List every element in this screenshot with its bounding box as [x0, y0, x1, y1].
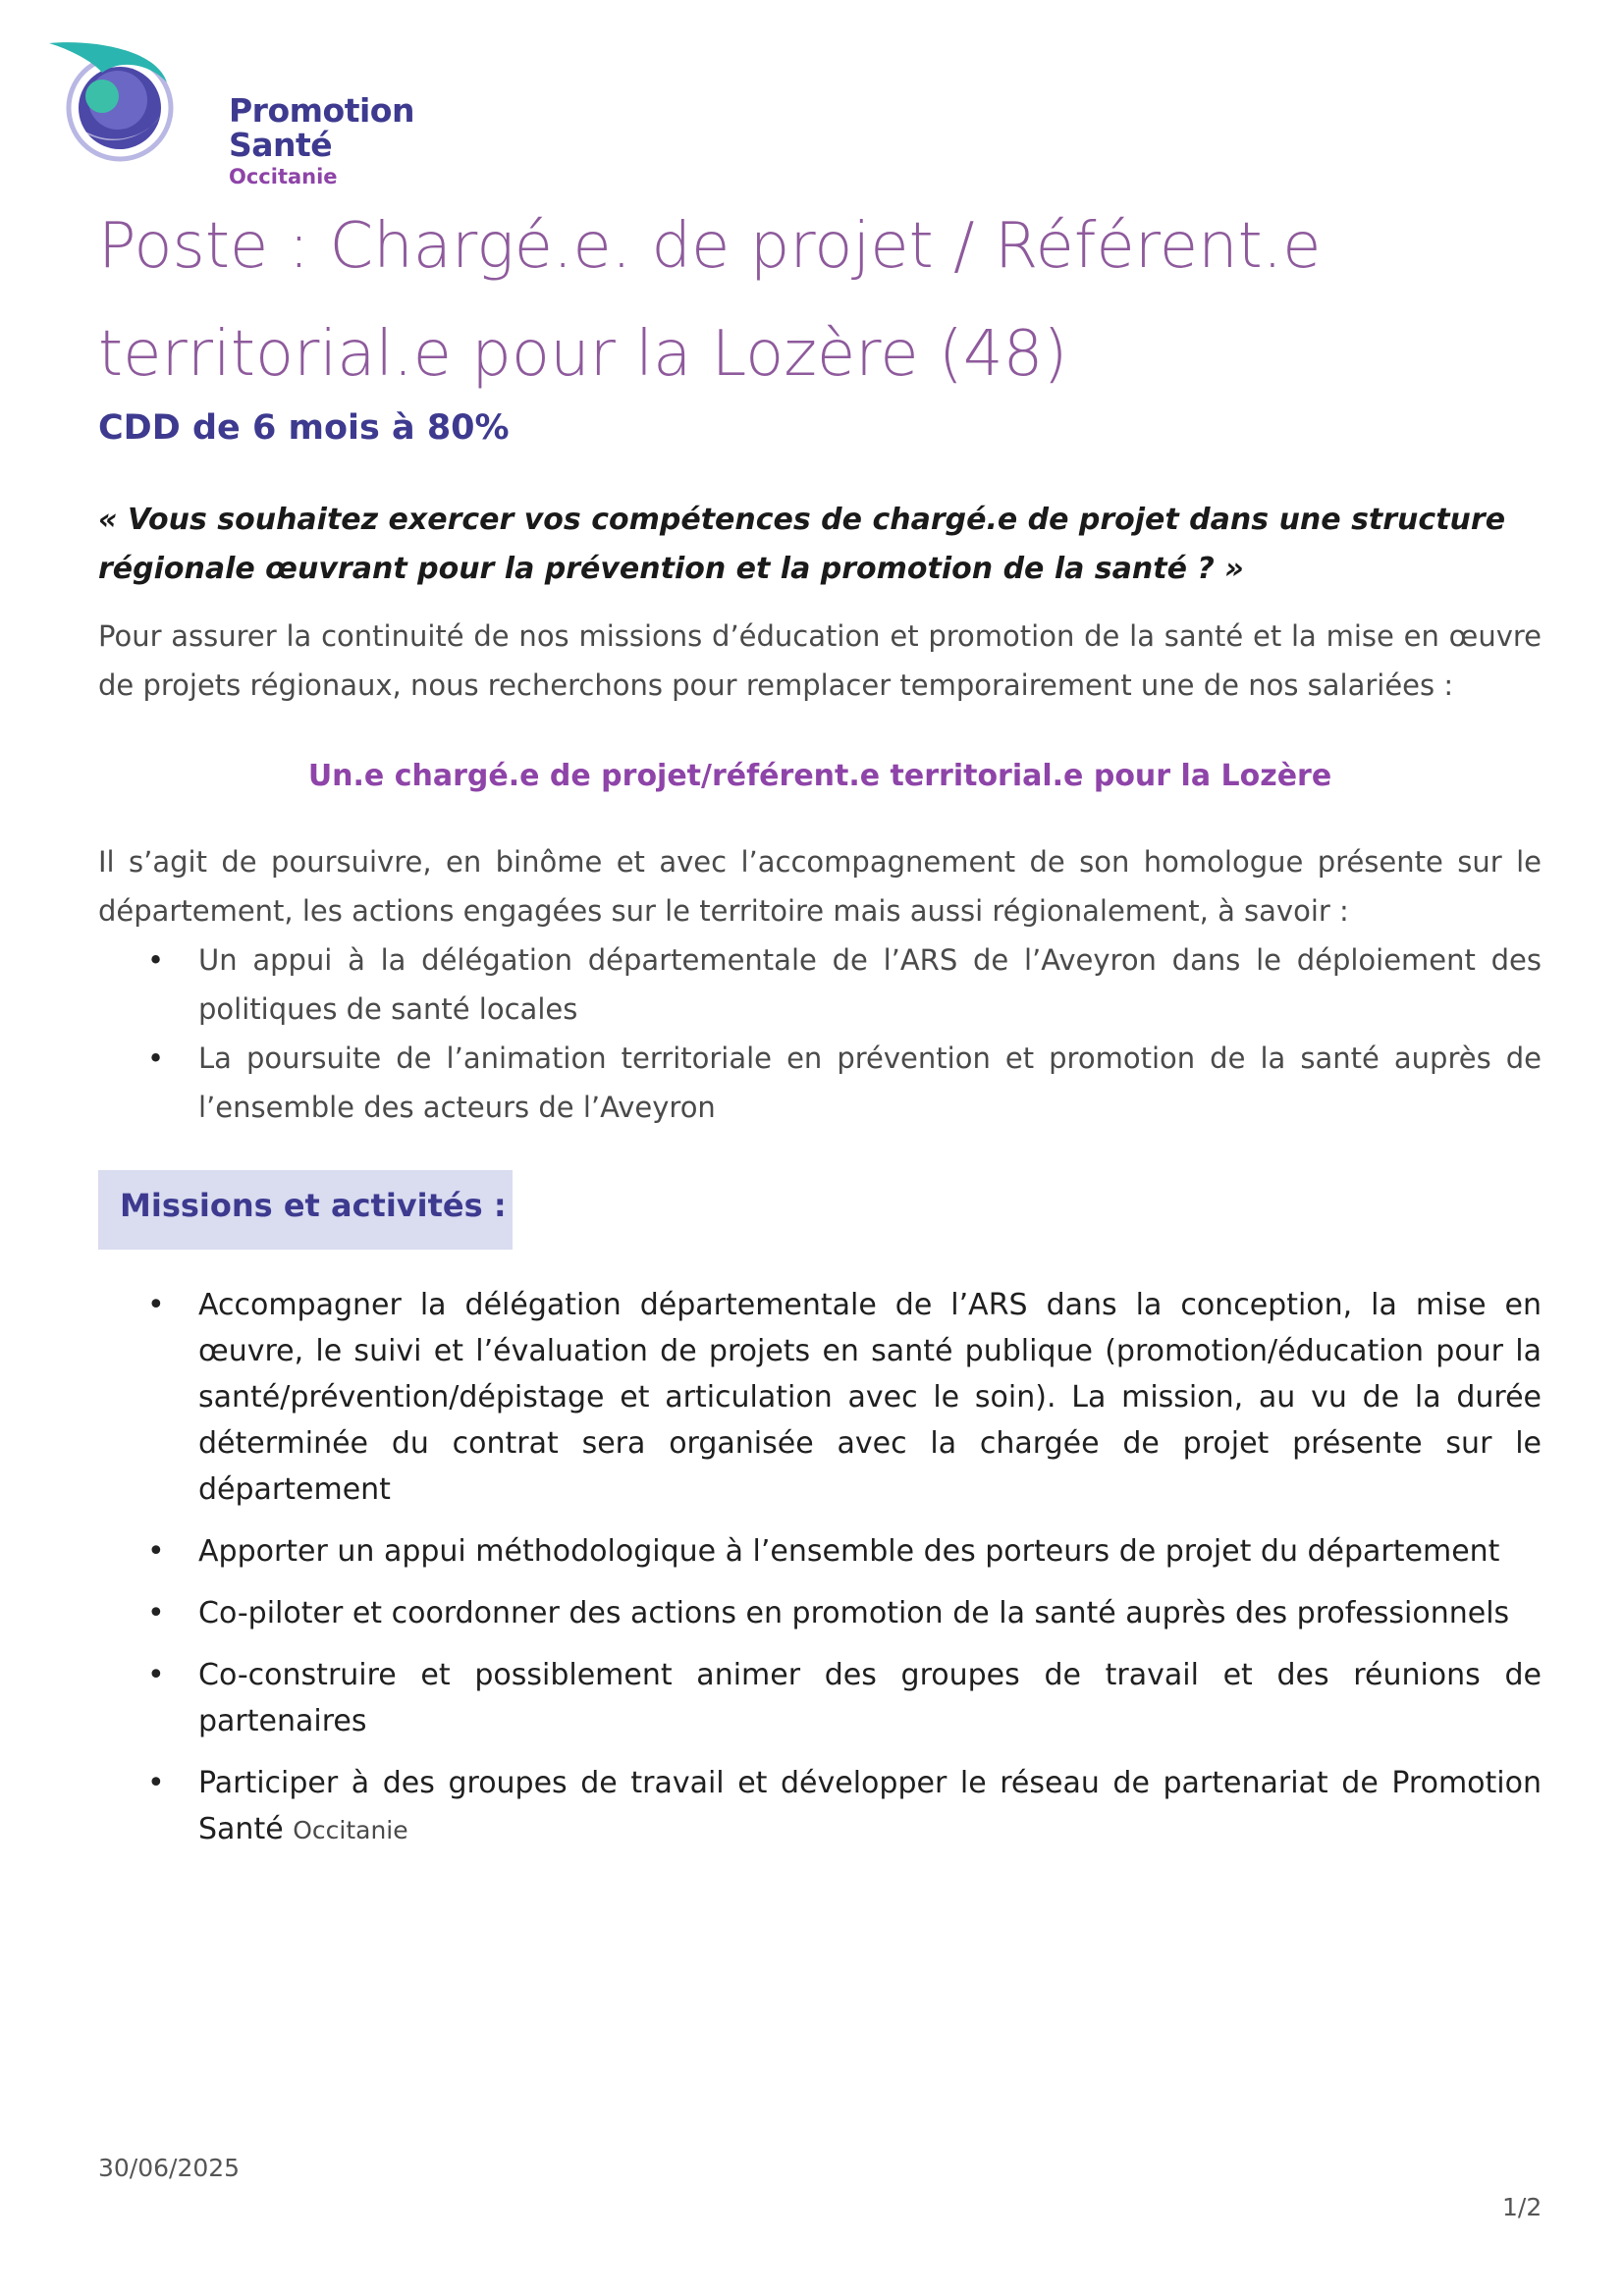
list-item: • Accompagner la délégation départementale de l’ARS dans la conception, la mise en œuvre, le suivi et l’évaluation de projets en santé publique (promotion/éducation pour la santé/prévention/dépistage et articulation avec le soin). La mission, au vu de la durée déterminée du contrat sera organisée avec la chargée de projet présente sur le département	[98, 1282, 1542, 1513]
context-list	[98, 935, 1542, 1132]
position-highlight: Un.e chargé.e de projet/référent.e territorial.e pour la Lozère	[307, 759, 1332, 793]
page-title: Poste : Chargé.e. de projet / Référent.e territorial.e pour la Lozère (48)	[98, 210, 1322, 391]
list-item: • Apporter un appui méthodologique à l’ensemble des porteurs de projet du département	[98, 1528, 1542, 1575]
list-item	[98, 1760, 1542, 1853]
logo-text	[229, 91, 414, 188]
context-paragraph: Il s’agit de poursuivre, en binôme et avec l’accompagnement de son homologue présente sur le département, les actions engagées sur le territoire mais aussi régionalement, à savoir :	[98, 845, 1542, 928]
brand-line1: Promotion	[229, 91, 414, 130]
section-title: Missions et activités :	[120, 1187, 507, 1224]
list-item-suffix: Occitanie	[293, 1816, 408, 1844]
brand-line3: Occitanie	[229, 165, 338, 188]
contract-subtitle: CDD de 6 mois à 80%	[98, 408, 510, 448]
list-item-text: Participer à des groupes de travail et développer le réseau de partenariat de Promotion Santé	[198, 1766, 1542, 1846]
list-item: • La poursuite de l’animation territoriale en prévention et promotion de la santé auprès de l’ensemble des acteurs de l’Aveyron	[98, 1034, 1542, 1132]
intro-paragraph: Pour assurer la continuité de nos missions d’éducation et promotion de la santé et la mise en œuvre de projets régionaux, nous recherchons pour remplacer temporairement une de nos salariées :	[98, 619, 1542, 702]
footer-date: 30/06/2025	[98, 2154, 241, 2182]
missions-list	[98, 1266, 1542, 1853]
list-item: • Un appui à la délégation départementale de l’ARS de l’Aveyron dans le déploiement des politiques de santé locales	[98, 935, 1542, 1034]
list-item: • Co-construire et possiblement animer des groupes de travail et des réunions de partenaires	[98, 1652, 1542, 1744]
missions-section-header	[98, 1170, 513, 1250]
brand-line2: Santé	[229, 126, 333, 164]
logo-wave-icon	[47, 39, 185, 162]
list-item: • Co-piloter et coordonner des actions en promotion de la santé auprès des professionnels	[98, 1590, 1542, 1636]
page-number: 1/2	[1502, 2193, 1543, 2221]
intro-quote: « Vous souhaitez exercer vos compétences de chargé.e de projet dans une structure régionale œuvrant pour la prévention et la promotion de la santé ? »	[98, 503, 1506, 586]
logo	[47, 39, 414, 188]
